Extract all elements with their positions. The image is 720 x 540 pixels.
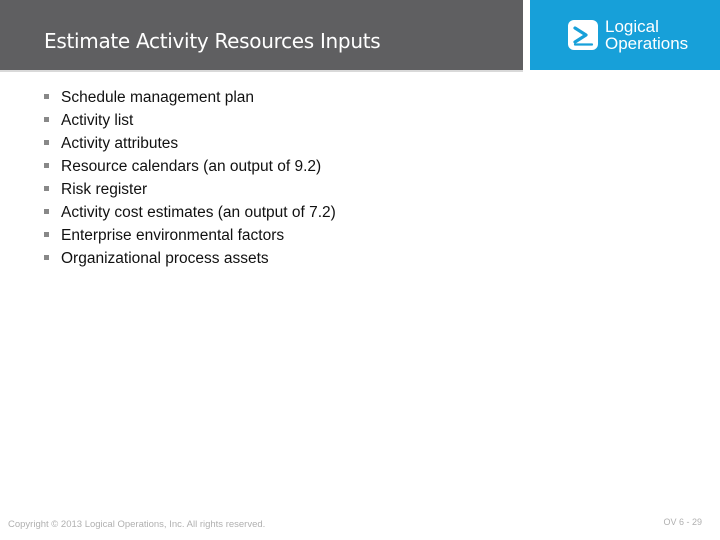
bullet-list (44, 86, 336, 270)
list-item (44, 86, 336, 109)
bullet-square-icon (44, 232, 49, 237)
bullet-text: Activity attributes (61, 135, 179, 152)
bullet-square-icon (44, 140, 49, 145)
bullet-text: Activity list (61, 112, 134, 129)
bullet-text: Resource calendars (an output of 9.2) (61, 158, 322, 175)
copyright-footer: Copyright © 2013 Logical Operations, Inc. All rights reserved. (8, 519, 266, 530)
page-number: OV 6 - 29 (663, 517, 702, 527)
list-item (44, 132, 336, 155)
bullet-square-icon (44, 163, 49, 168)
bullet-text: Enterprise environmental factors (61, 227, 285, 244)
bullet-square-icon (44, 94, 49, 99)
logo-panel (530, 0, 720, 70)
title-bar (0, 0, 523, 72)
bullet-square-icon (44, 255, 49, 260)
logo-wordmark (605, 18, 688, 52)
bullet-text: Schedule management plan (61, 89, 255, 106)
logo-line-1: Logical (605, 17, 659, 36)
list-item (44, 109, 336, 132)
logo-line-2: Operations (605, 34, 689, 53)
bullet-square-icon (44, 186, 49, 191)
bullet-text: Organizational process assets (61, 250, 269, 267)
list-item (44, 178, 336, 201)
bullet-square-icon (44, 117, 49, 122)
list-item (44, 224, 336, 247)
logical-operations-icon (568, 20, 598, 50)
list-item (44, 247, 336, 270)
bullet-text: Activity cost estimates (an output of 7.2) (61, 204, 336, 221)
bullet-text: Risk register (61, 181, 148, 198)
bullet-square-icon (44, 209, 49, 214)
slide-title: Estimate Activity Resources Inputs (44, 29, 381, 53)
list-item (44, 201, 336, 224)
list-item (44, 155, 336, 178)
